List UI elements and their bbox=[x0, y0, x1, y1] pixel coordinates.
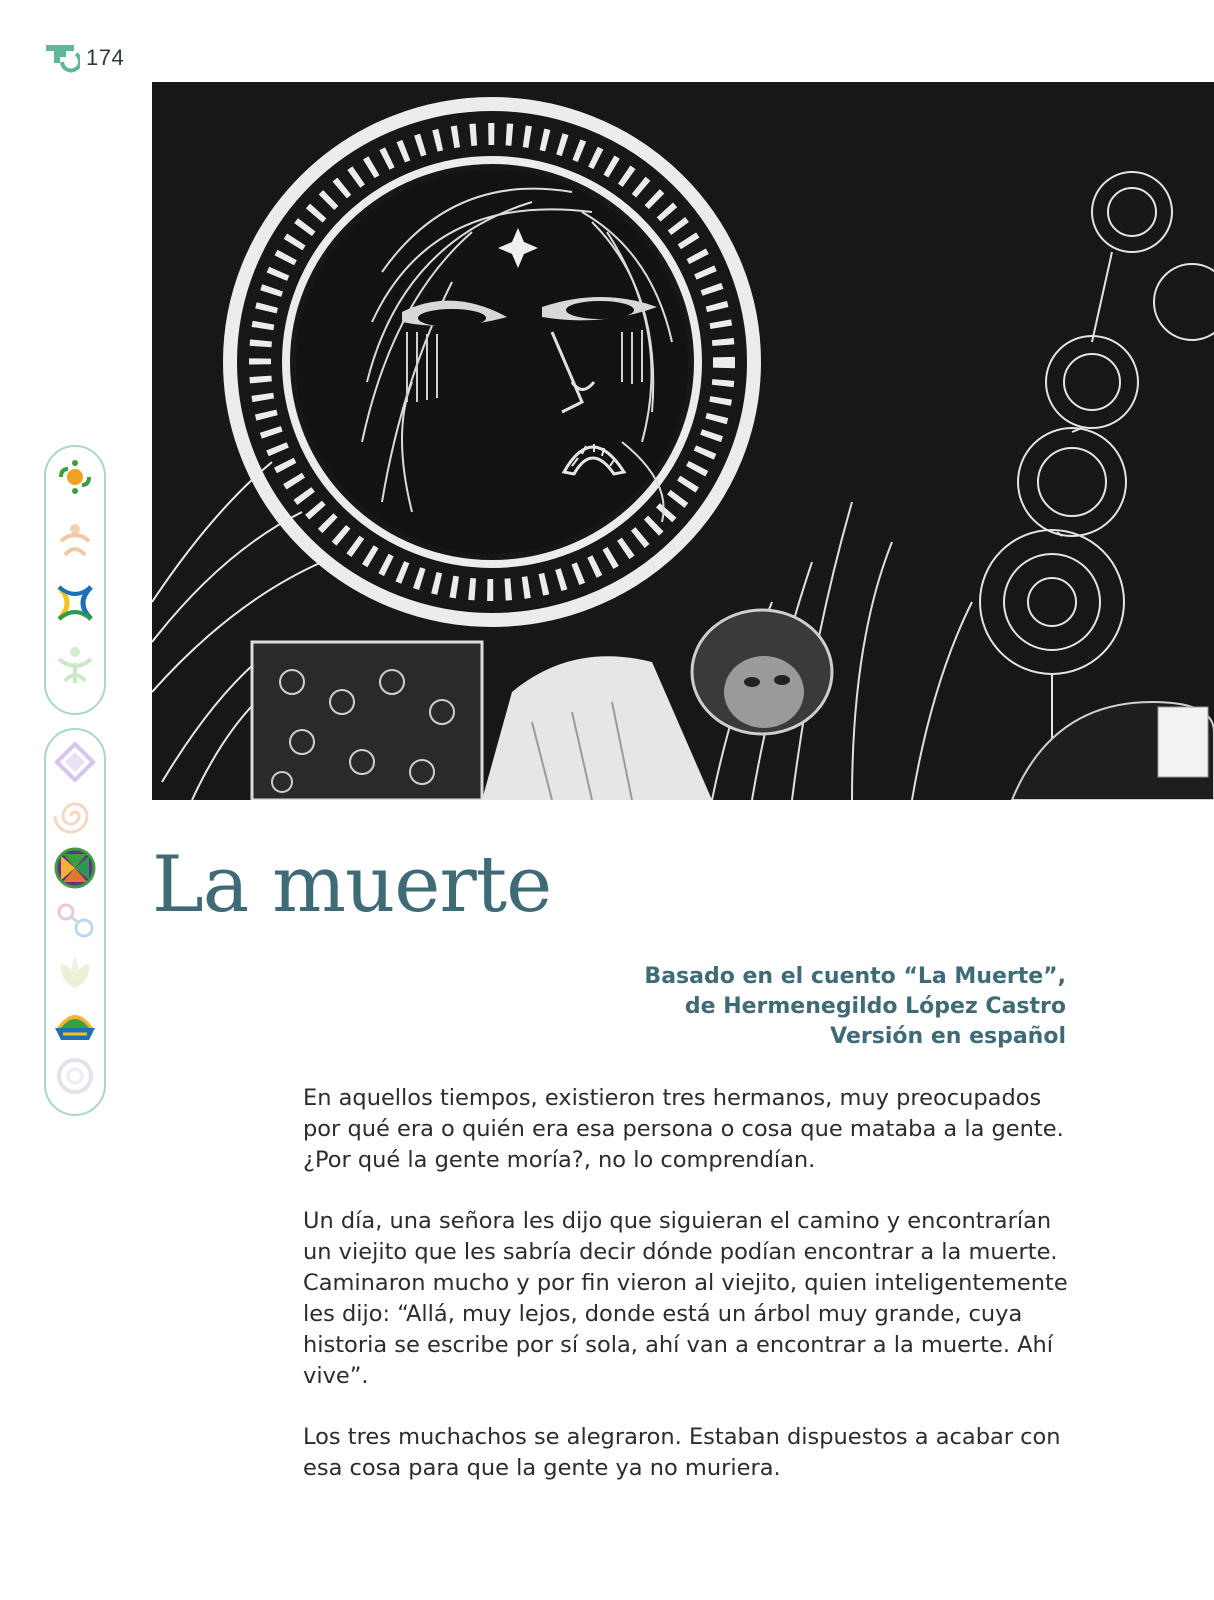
side-icon-group-2 bbox=[44, 728, 106, 1116]
figure-icon bbox=[53, 519, 97, 563]
blue-yellow-x-icon bbox=[53, 581, 97, 625]
credit-line: Basado en el cuento “La Muerte”, bbox=[644, 964, 1066, 989]
story-credits bbox=[644, 962, 1066, 1052]
stepped-corner-icon bbox=[40, 42, 80, 74]
credit-line: de Hermenegildo López Castro bbox=[684, 994, 1066, 1019]
diamond-icon bbox=[53, 740, 97, 784]
page-number: 174 bbox=[86, 45, 125, 70]
side-icon-group-1 bbox=[44, 445, 106, 715]
circle-icon bbox=[53, 1054, 97, 1098]
orange-sun-dot-icon bbox=[53, 455, 97, 499]
story-illustration bbox=[152, 82, 1214, 800]
spiral-icon bbox=[53, 794, 97, 838]
leaf-figure-icon bbox=[53, 643, 97, 687]
rainbow-dome-icon bbox=[53, 1002, 97, 1046]
story-paragraph: En aquellos tiempos, existieron tres hermanos, muy preocupados por qué era o quién era esa persona o cosa que mataba a la gente. ¿Por qué la gente moría?, no lo comprendían. bbox=[303, 1085, 1064, 1173]
story-title: La muerte bbox=[152, 840, 552, 930]
chain-icon bbox=[53, 898, 97, 942]
purple-x-circle-icon bbox=[53, 846, 97, 890]
story-body bbox=[303, 1083, 1083, 1514]
page-header bbox=[40, 42, 124, 74]
story-paragraph: Un día, una señora les dijo que siguieran el camino y encontrarían un viejito que les sabría decir dónde podían encontrar a la muerte. Caminaron mucho y por fin vieron al viejito, quien inteligentemente les dijo: “Allá, muy lejos, donde está un árbol muy grande, cuya historia se escribe por sí sola, ahí van a encontrar a la muerte. Ahí vive”. bbox=[303, 1208, 1068, 1389]
flower-icon bbox=[53, 950, 97, 994]
black-white-illustration-death-figure bbox=[152, 82, 1214, 800]
story-paragraph: Los tres muchachos se alegraron. Estaban dispuestos a acabar con esa cosa para que la gente ya no muriera. bbox=[303, 1424, 1061, 1481]
credit-line: Versión en español bbox=[830, 1024, 1066, 1049]
